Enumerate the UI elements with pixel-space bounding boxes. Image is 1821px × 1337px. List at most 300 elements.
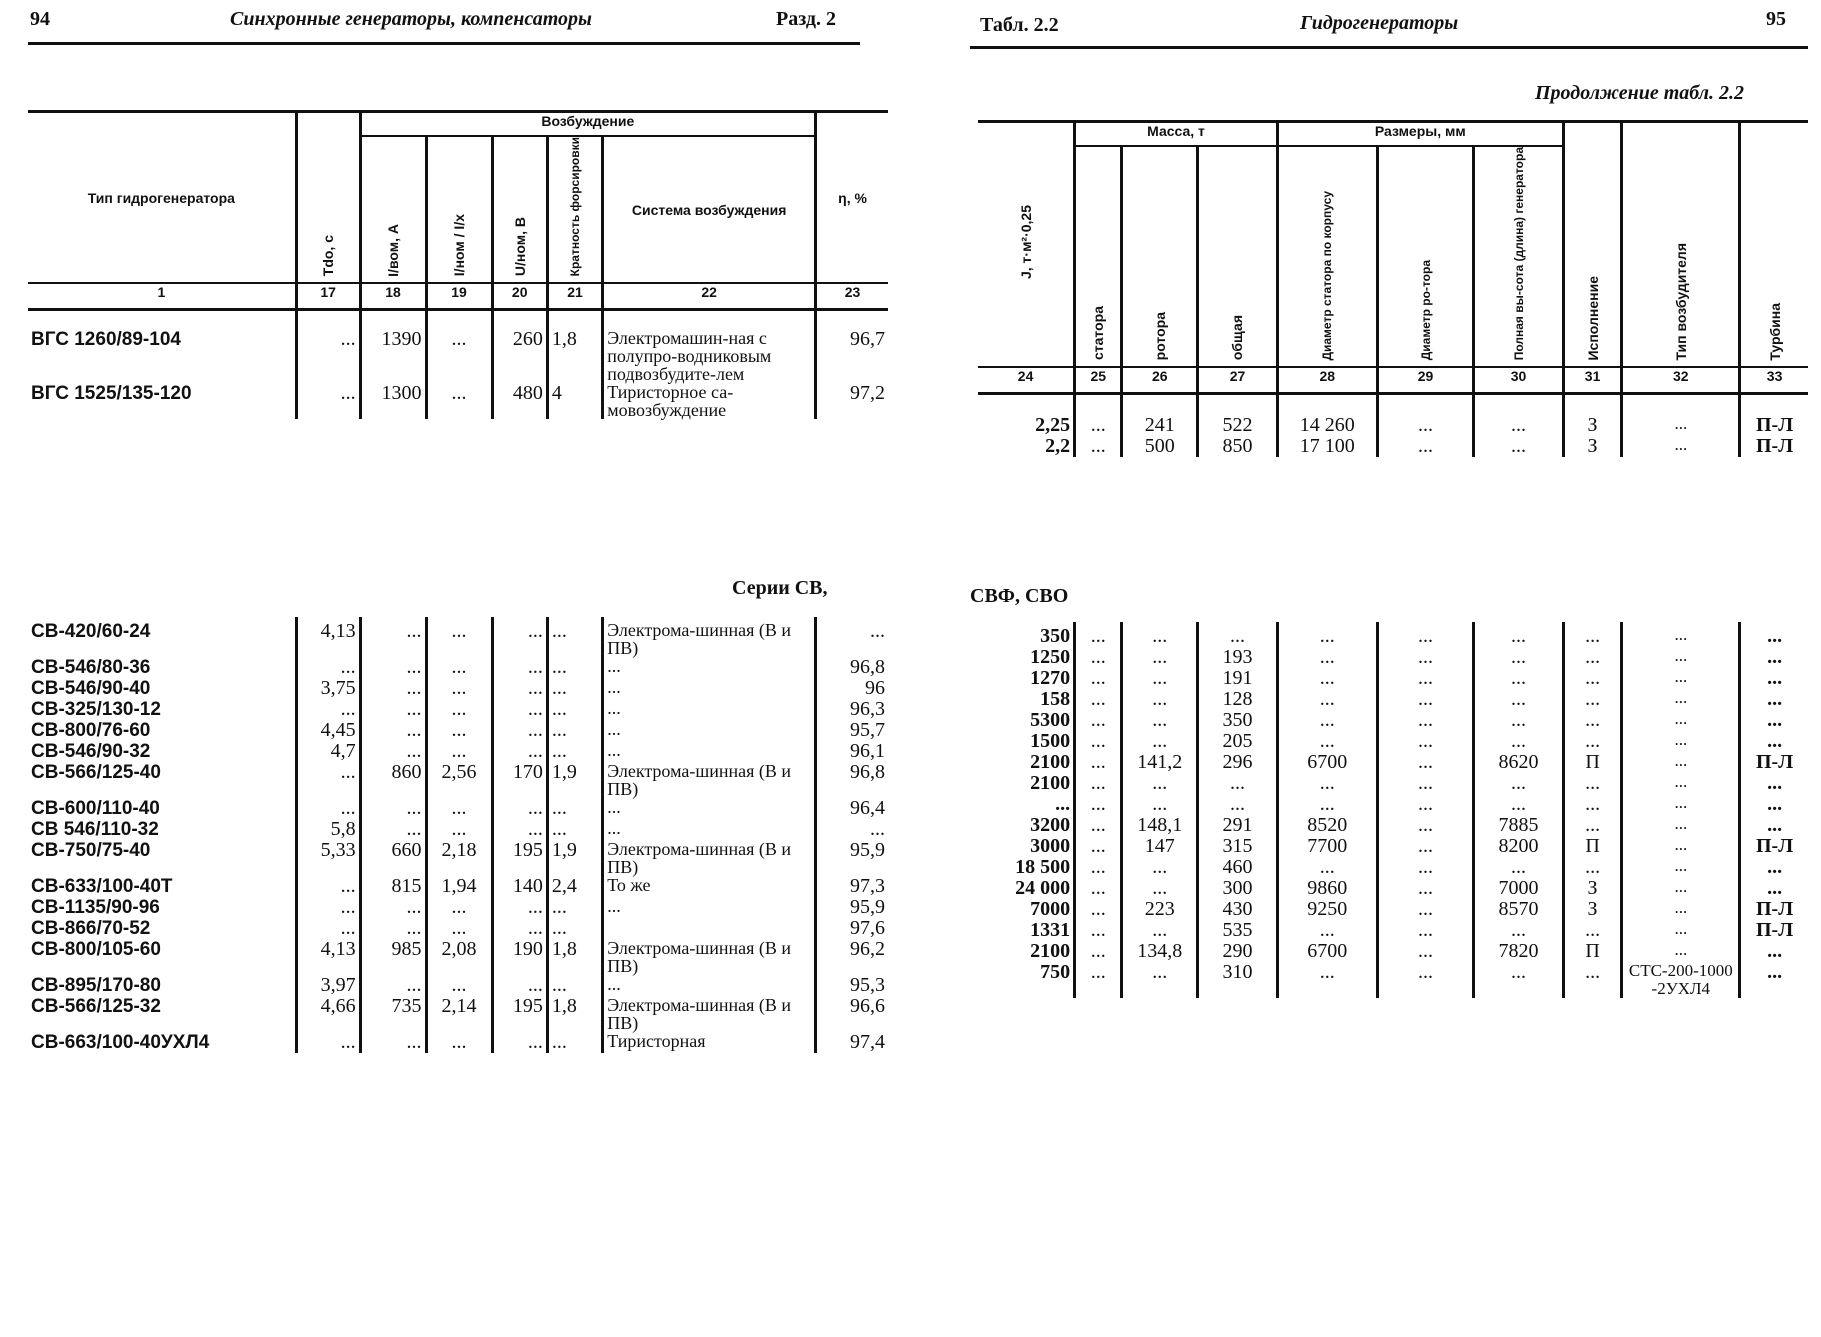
total-cell: 128 [1198, 689, 1278, 710]
table-row [978, 731, 1808, 752]
t-cell: 4,45 [296, 720, 360, 741]
rotor-cell: 147 [1122, 836, 1198, 857]
j-cell: 1270 [978, 668, 1075, 689]
j-cell: 3000 [978, 836, 1075, 857]
d-rotor-cell: ... [1377, 668, 1474, 689]
exciter-cell: ... [1622, 394, 1740, 437]
ratio-cell: ... [426, 918, 492, 939]
left-sv-body [28, 617, 888, 1053]
col-j-header: J, т·м²·0,25 [978, 122, 1075, 368]
i-cell: ... [360, 678, 426, 699]
d-housing-cell: ... [1277, 647, 1377, 668]
d-rotor-cell: ... [1377, 794, 1474, 815]
total-cell: 310 [1198, 962, 1278, 998]
turbine-cell: ... [1767, 961, 1783, 983]
ratio-cell: 2,08 [426, 939, 492, 975]
stator-cell: ... [1075, 815, 1122, 836]
forcing-cell: 4 [547, 383, 602, 419]
table-row [28, 996, 888, 1032]
type-cell: СВ-566/125-40 [28, 762, 296, 798]
eta-cell: 96 [865, 677, 885, 699]
table-row [978, 962, 1808, 998]
height-cell: ... [1474, 773, 1563, 794]
d-rotor-cell: ... [1377, 899, 1474, 920]
column-number: 30 [1474, 367, 1563, 394]
version-cell: П [1563, 836, 1622, 857]
stator-cell: ... [1075, 710, 1122, 731]
version-cell: З [1563, 899, 1622, 920]
t-cell: ... [296, 657, 360, 678]
d-housing-cell: 9860 [1277, 878, 1377, 899]
rotor-cell: ... [1122, 878, 1198, 899]
column-number: 17 [296, 283, 360, 310]
rotor-cell: ... [1122, 857, 1198, 878]
t-cell: ... [296, 876, 360, 897]
continuation-label: Продолжение табл. 2.2 [1535, 82, 1745, 104]
table-row [978, 815, 1808, 836]
system-cell [603, 918, 816, 939]
type-cell: ВГС 1525/135-120 [28, 383, 296, 419]
column-number: 32 [1622, 367, 1740, 394]
col-ratio-header: I/ном / I/х [426, 136, 492, 283]
right-table-ref: Табл. 2.2 [980, 14, 1059, 36]
column-number: 26 [1122, 367, 1198, 394]
col-stator-header: статора [1075, 146, 1122, 367]
turbine-cell: П-Л [1756, 435, 1794, 458]
total-cell: ... [1198, 773, 1278, 794]
ratio-cell: ... [426, 1032, 492, 1053]
t-cell: 4,66 [296, 996, 360, 1032]
table-row [978, 878, 1808, 899]
t-cell: ... [296, 383, 360, 419]
eta-cell: 96,3 [850, 698, 885, 720]
d-housing-cell: 6700 [1277, 752, 1377, 773]
rotor-cell: 500 [1122, 436, 1198, 457]
t-cell: 5,33 [296, 840, 360, 876]
j-cell: 18 500 [978, 857, 1075, 878]
right-series-label: СВФ, СВО [970, 585, 1069, 607]
stator-cell: ... [1075, 622, 1122, 647]
col-forcing-header: Кратность форсировки [547, 136, 602, 283]
height-cell: 7000 [1474, 878, 1563, 899]
d-housing-cell: 14 260 [1277, 394, 1377, 437]
u-cell: ... [492, 819, 547, 840]
exciter-cell: ... [1622, 794, 1740, 815]
j-cell: 24 000 [978, 878, 1075, 899]
t-cell: 5,8 [296, 819, 360, 840]
ratio-cell: ... [426, 798, 492, 819]
ratio-cell: ... [426, 975, 492, 996]
table-row [978, 941, 1808, 962]
j-cell: 2100 [978, 752, 1075, 773]
column-number: 18 [360, 283, 426, 310]
table-row [28, 699, 888, 720]
column-number: 25 [1075, 367, 1122, 394]
j-cell: 5300 [978, 710, 1075, 731]
u-cell: 195 [492, 996, 547, 1032]
table-row [978, 394, 1808, 437]
table-row [28, 897, 888, 918]
type-cell: ВГС 1260/89-104 [28, 310, 296, 384]
right-sv-body [978, 622, 1808, 998]
type-cell: СВ-800/76-60 [28, 720, 296, 741]
forcing-cell: 2,4 [547, 876, 602, 897]
col-height-header: Полная вы-сота (длина) генератора [1474, 146, 1563, 367]
eta-cell: 96,4 [850, 797, 885, 819]
table-row [978, 773, 1808, 794]
t-cell: 4,13 [296, 617, 360, 657]
exciter-cell: СТС-200-1000-2УХЛ4 [1622, 962, 1740, 998]
i-cell: 985 [360, 939, 426, 975]
height-cell: ... [1474, 857, 1563, 878]
height-cell: 7885 [1474, 815, 1563, 836]
u-cell: 480 [492, 383, 547, 419]
ratio-cell: ... [426, 678, 492, 699]
table-row [978, 689, 1808, 710]
d-rotor-cell: ... [1377, 815, 1474, 836]
rotor-cell: ... [1122, 622, 1198, 647]
d-housing-cell: ... [1277, 857, 1377, 878]
i-cell: ... [360, 897, 426, 918]
i-cell: ... [360, 798, 426, 819]
table-row [978, 622, 1808, 647]
eta-cell: 95,9 [850, 896, 885, 918]
d-rotor-cell: ... [1377, 857, 1474, 878]
turbine-cell: П-Л [1756, 414, 1794, 437]
type-cell: СВ-546/80-36 [28, 657, 296, 678]
total-cell: ... [1198, 622, 1278, 647]
column-number: 28 [1277, 367, 1377, 394]
i-cell: ... [360, 720, 426, 741]
stator-cell: ... [1075, 899, 1122, 920]
u-cell: 195 [492, 840, 547, 876]
eta-cell: 97,3 [850, 875, 885, 897]
stator-cell: ... [1075, 794, 1122, 815]
eta-cell: ... [870, 620, 885, 642]
rotor-cell: ... [1122, 920, 1198, 941]
turbine-cell: ... [1767, 709, 1783, 731]
d-rotor-cell: ... [1377, 773, 1474, 794]
right-page-number: 95 [1766, 8, 1786, 30]
rotor-cell: 241 [1122, 394, 1198, 437]
turbine-cell: ... [1767, 667, 1783, 689]
exciter-cell: ... [1622, 773, 1740, 794]
column-number: 31 [1563, 367, 1622, 394]
table-row [978, 836, 1808, 857]
d-rotor-cell: ... [1377, 836, 1474, 857]
height-cell: 8570 [1474, 899, 1563, 920]
height-cell: ... [1474, 436, 1563, 457]
right-page [960, 0, 1821, 1337]
d-rotor-cell: ... [1377, 962, 1474, 998]
ratio-cell: ... [426, 657, 492, 678]
type-cell: СВ-895/170-80 [28, 975, 296, 996]
type-cell: СВ-1135/90-96 [28, 897, 296, 918]
d-housing-cell: ... [1277, 622, 1377, 647]
turbine-cell: ... [1767, 688, 1783, 710]
stator-cell: ... [1075, 668, 1122, 689]
exciter-cell: ... [1622, 815, 1740, 836]
t-cell: ... [296, 1032, 360, 1053]
column-number: 1 [28, 283, 296, 310]
table-row [28, 876, 888, 897]
stator-cell: ... [1075, 731, 1122, 752]
d-housing-cell: ... [1277, 731, 1377, 752]
j-cell: 750 [978, 962, 1075, 998]
total-cell: 205 [1198, 731, 1278, 752]
table-row [28, 617, 888, 657]
left-running-title: Синхронные генераторы, компенсаторы [230, 8, 592, 30]
u-cell: ... [492, 617, 547, 657]
forcing-cell: ... [547, 918, 602, 939]
stator-cell: ... [1075, 878, 1122, 899]
d-housing-cell: ... [1277, 668, 1377, 689]
dims-group-header: Размеры, мм [1277, 122, 1563, 147]
total-cell: 522 [1198, 394, 1278, 437]
eta-cell: 96,8 [850, 761, 885, 783]
system-cell: ... [603, 699, 816, 720]
exciter-cell: ... [1622, 941, 1740, 962]
exciter-cell: ... [1622, 710, 1740, 731]
d-rotor-cell: ... [1377, 394, 1474, 437]
eta-cell: 96,7 [850, 328, 885, 351]
column-number: 27 [1198, 367, 1278, 394]
forcing-cell: 1,8 [547, 939, 602, 975]
exciter-cell: ... [1622, 689, 1740, 710]
d-housing-cell: 7700 [1277, 836, 1377, 857]
i-cell: 1300 [360, 383, 426, 419]
j-cell: 350 [978, 622, 1075, 647]
system-cell: Электрома-шинная (В и ПВ) [603, 840, 816, 876]
type-cell: СВ-866/70-52 [28, 918, 296, 939]
system-cell: ... [603, 720, 816, 741]
forcing-cell: 1,9 [547, 840, 602, 876]
forcing-cell: ... [547, 798, 602, 819]
system-cell: ... [603, 678, 816, 699]
table-row [28, 741, 888, 762]
version-cell: П [1563, 752, 1622, 773]
total-cell: 290 [1198, 941, 1278, 962]
stator-cell: ... [1075, 836, 1122, 857]
version-cell: ... [1563, 920, 1622, 941]
exciter-cell: ... [1622, 731, 1740, 752]
ratio-cell: 2,14 [426, 996, 492, 1032]
u-cell: ... [492, 699, 547, 720]
stator-cell: ... [1075, 394, 1122, 437]
i-cell: 1390 [360, 310, 426, 384]
column-number: 23 [844, 284, 861, 301]
table-row [978, 647, 1808, 668]
stator-cell: ... [1075, 962, 1122, 998]
rotor-cell: ... [1122, 668, 1198, 689]
j-cell: 1250 [978, 647, 1075, 668]
eta-cell: ... [870, 818, 885, 840]
table-row [28, 678, 888, 699]
column-number: 24 [978, 367, 1075, 394]
system-cell: ... [603, 897, 816, 918]
table-row [28, 819, 888, 840]
t-cell: ... [296, 310, 360, 384]
eta-cell: 95,9 [850, 839, 885, 861]
col-system-header: Система возбуждения [603, 136, 816, 283]
stator-cell: ... [1075, 920, 1122, 941]
ratio-cell: 1,94 [426, 876, 492, 897]
eta-cell: 96,6 [850, 995, 885, 1017]
exciter-cell: ... [1622, 436, 1740, 457]
col-d-rotor-header: Диаметр ро-тора [1377, 146, 1474, 367]
rotor-cell: 223 [1122, 899, 1198, 920]
table-row [978, 668, 1808, 689]
total-cell: 291 [1198, 815, 1278, 836]
exciter-cell: ... [1622, 899, 1740, 920]
j-cell: 2,25 [978, 394, 1075, 437]
turbine-cell: П-Л [1756, 919, 1794, 941]
left-series-label: Серии СВ, [732, 577, 828, 599]
column-numbers-row [28, 283, 888, 310]
type-cell: СВ-325/130-12 [28, 699, 296, 720]
type-cell: СВ-750/75-40 [28, 840, 296, 876]
stator-cell: ... [1075, 773, 1122, 794]
version-cell: ... [1563, 815, 1622, 836]
d-rotor-cell: ... [1377, 689, 1474, 710]
u-cell: 190 [492, 939, 547, 975]
d-rotor-cell: ... [1377, 920, 1474, 941]
col-d-housing-header: Диаметр статора по корпусу [1277, 146, 1377, 367]
header-rule [970, 46, 1808, 49]
table-row [28, 310, 888, 384]
j-cell: 3200 [978, 815, 1075, 836]
col-exciter-header: Тип возбудителя [1622, 122, 1740, 368]
left-page-number: 94 [30, 8, 50, 30]
t-cell: 4,7 [296, 741, 360, 762]
table-row [28, 657, 888, 678]
table-row [28, 383, 888, 419]
version-cell: ... [1563, 622, 1622, 647]
version-cell: З [1563, 394, 1622, 437]
forcing-cell: ... [547, 897, 602, 918]
height-cell: ... [1474, 647, 1563, 668]
turbine-cell: ... [1767, 814, 1783, 836]
height-cell: ... [1474, 920, 1563, 941]
u-cell: ... [492, 918, 547, 939]
height-cell: ... [1474, 731, 1563, 752]
j-cell: 158 [978, 689, 1075, 710]
system-cell: Электрома-шинная (В и ПВ) [603, 762, 816, 798]
table-row [978, 436, 1808, 457]
height-cell: ... [1474, 794, 1563, 815]
forcing-cell: ... [547, 1032, 602, 1053]
exciter-cell: ... [1622, 857, 1740, 878]
table-row [28, 798, 888, 819]
stator-cell: ... [1075, 752, 1122, 773]
right-running-title: Гидрогенераторы [1300, 12, 1459, 34]
exciter-cell: ... [1622, 920, 1740, 941]
version-cell: ... [1563, 857, 1622, 878]
table-row [28, 918, 888, 939]
system-cell: ... [603, 975, 816, 996]
left-page [0, 0, 900, 1337]
d-rotor-cell: ... [1377, 710, 1474, 731]
total-cell: 300 [1198, 878, 1278, 899]
t-cell: ... [296, 918, 360, 939]
mass-group-header: Масса, т [1075, 122, 1278, 147]
system-cell: Электрома-шинная (В и ПВ) [603, 939, 816, 975]
u-cell: ... [492, 741, 547, 762]
j-cell: 2100 [978, 941, 1075, 962]
exciter-cell: ... [1622, 647, 1740, 668]
col-eta-header: η, % [816, 112, 888, 284]
version-cell: ... [1563, 731, 1622, 752]
u-cell: 260 [492, 310, 547, 384]
t-cell: ... [296, 897, 360, 918]
j-cell: 2100 [978, 773, 1075, 794]
col-total-header: общая [1198, 146, 1278, 367]
d-housing-cell: 8520 [1277, 815, 1377, 836]
u-cell: ... [492, 897, 547, 918]
u-cell: ... [492, 720, 547, 741]
version-cell: П [1563, 941, 1622, 962]
i-cell: 815 [360, 876, 426, 897]
forcing-cell: ... [547, 657, 602, 678]
d-rotor-cell: ... [1377, 622, 1474, 647]
table-row [978, 794, 1808, 815]
col-i-header: I/вом, А [360, 136, 426, 283]
table-row [28, 975, 888, 996]
version-cell: ... [1563, 962, 1622, 998]
i-cell: 735 [360, 996, 426, 1032]
version-cell: З [1563, 878, 1622, 899]
column-number: 21 [547, 283, 602, 310]
turbine-cell: ... [1767, 625, 1783, 647]
eta-cell: 97,6 [850, 917, 885, 939]
t-cell: ... [296, 699, 360, 720]
forcing-cell: 1,8 [547, 310, 602, 384]
forcing-cell: 1,8 [547, 996, 602, 1032]
ratio-cell: 2,56 [426, 762, 492, 798]
forcing-cell: ... [547, 699, 602, 720]
i-cell: ... [360, 741, 426, 762]
stator-cell: ... [1075, 941, 1122, 962]
left-data-table [28, 110, 888, 419]
d-rotor-cell: ... [1377, 752, 1474, 773]
d-rotor-cell: ... [1377, 941, 1474, 962]
i-cell: ... [360, 617, 426, 657]
height-cell: 7820 [1474, 941, 1563, 962]
system-cell: Тиристорная [603, 1032, 816, 1053]
forcing-cell: ... [547, 617, 602, 657]
ratio-cell: ... [426, 720, 492, 741]
forcing-cell: ... [547, 741, 602, 762]
right-series-table [978, 622, 1808, 998]
exciter-cell: ... [1622, 668, 1740, 689]
height-cell: ... [1474, 689, 1563, 710]
t-cell: 3,97 [296, 975, 360, 996]
t-cell: 4,13 [296, 939, 360, 975]
stator-cell: ... [1075, 436, 1122, 457]
j-cell: 7000 [978, 899, 1075, 920]
d-housing-cell: ... [1277, 773, 1377, 794]
d-rotor-cell: ... [1377, 436, 1474, 457]
i-cell: ... [360, 819, 426, 840]
total-cell: ... [1198, 794, 1278, 815]
ratio-cell: ... [426, 383, 492, 419]
col-version-header: Исполнение [1563, 122, 1622, 368]
rotor-cell: ... [1122, 647, 1198, 668]
d-housing-cell: 6700 [1277, 941, 1377, 962]
turbine-cell: ... [1767, 646, 1783, 668]
total-cell: 850 [1198, 436, 1278, 457]
total-cell: 460 [1198, 857, 1278, 878]
